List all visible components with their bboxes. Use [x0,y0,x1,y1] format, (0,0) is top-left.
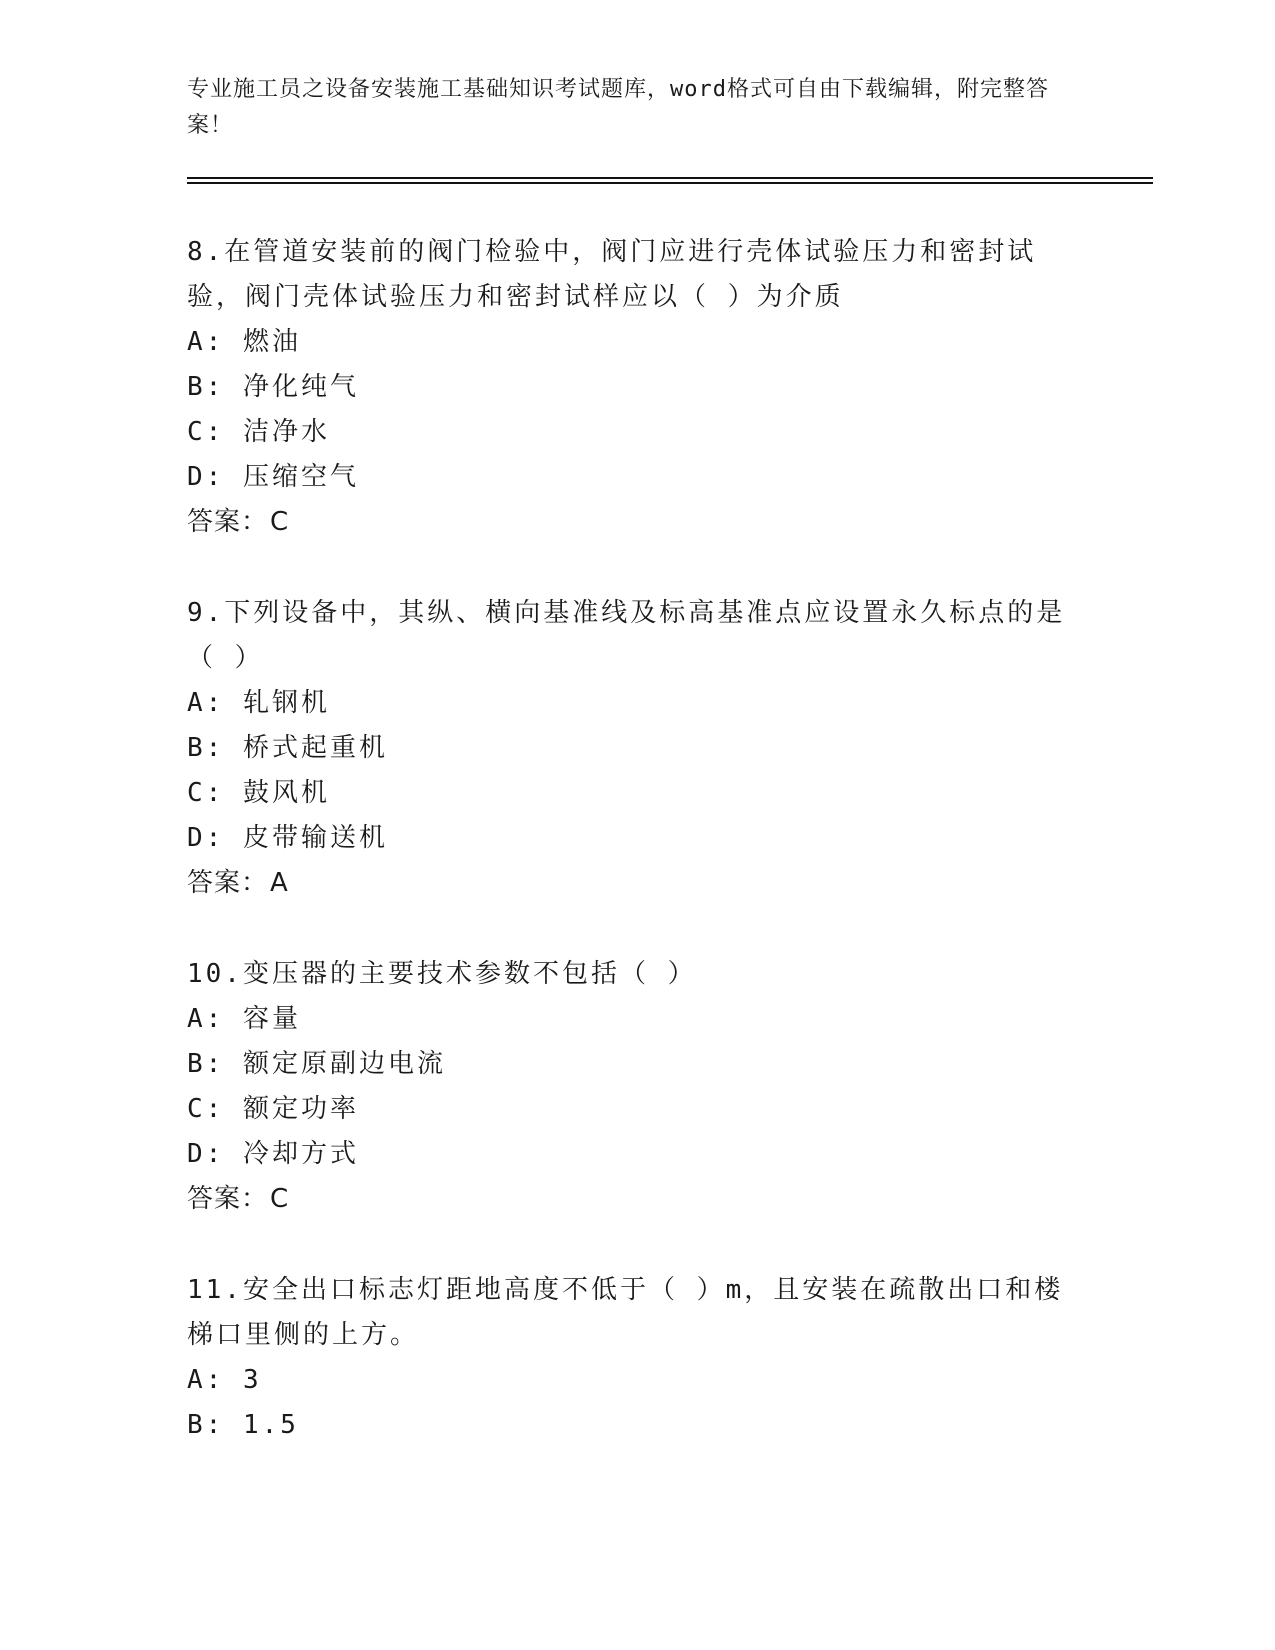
question-9 [187,591,1087,906]
header-divider-top [187,177,1153,179]
question-10 [187,952,1087,1222]
option-a: A: 容量 [187,1004,301,1034]
document-header: 专业施工员之设备安装施工基础知识考试题库，word格式可自由下载编辑，附完整答案！ [187,77,1049,138]
option-d: D: 冷却方式 [187,1139,359,1169]
answer-value: C [270,507,290,537]
option-a: A: 轧钢机 [187,688,330,718]
question-list [187,230,1087,1494]
answer-label: 答案： [187,507,269,537]
option-c: C: 洁净水 [187,417,330,447]
option-d: D: 皮带输送机 [187,823,388,853]
answer-line [187,861,1087,906]
question-11 [187,1268,1087,1448]
option-b: B: 桥式起重机 [187,733,388,763]
question-stem: 11.安全出口标志灯距地高度不低于（ ）m，且安装在疏散出口和楼梯口里侧的上方。 [187,1275,1064,1350]
option-b: B: 额定原副边电流 [187,1049,446,1079]
option-d: D: 压缩空气 [187,462,359,492]
answer-value: A [270,868,289,898]
question-stem: 8.在管道安装前的阀门检验中，阀门应进行壳体试验压力和密封试验，阀门壳体试验压力和密封试样应以（ ）为介质 [187,237,1037,312]
option-c: C: 鼓风机 [187,778,330,808]
option-b: B: 净化纯气 [187,372,359,402]
answer-line [187,500,1087,545]
answer-label: 答案： [187,1184,269,1214]
question-stem: 9.下列设备中，其纵、横向基准线及标高基准点应设置永久标点的是（ ） [187,598,1066,673]
option-a: A: 燃油 [187,327,301,357]
answer-value: C [270,1184,290,1214]
question-8 [187,230,1087,545]
question-stem: 10.变压器的主要技术参数不包括（ ） [187,959,697,989]
answer-line [187,1177,1087,1222]
option-c: C: 额定功率 [187,1094,359,1124]
option-b: B: 1.5 [187,1410,299,1440]
option-a: A: 3 [187,1365,262,1395]
header-divider-bottom [187,182,1153,184]
answer-label: 答案： [187,868,269,898]
